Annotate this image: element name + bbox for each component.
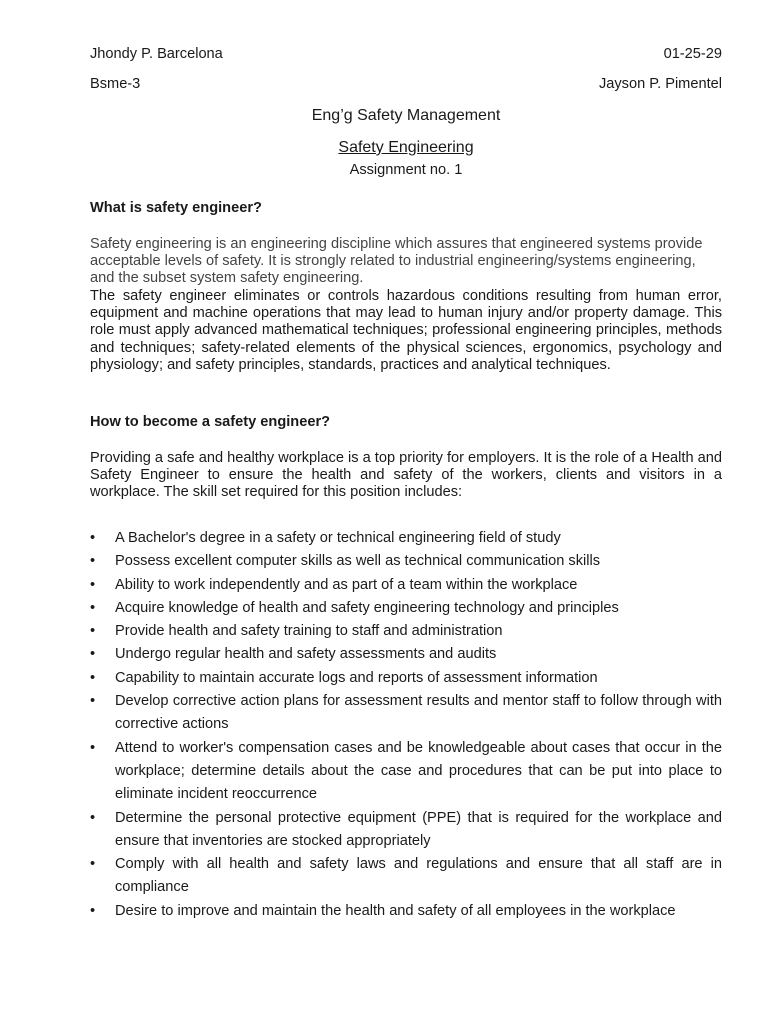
list-item: • Ability to work independently and as part of a team within the workplace: [90, 574, 722, 597]
list-item: • Provide health and safety training to staff and administration: [90, 620, 722, 643]
list-item: • Acquire knowledge of health and safety engineering technology and principles: [90, 597, 722, 620]
topic-title: Safety Engineering: [338, 139, 474, 156]
instructor-name: Jayson P. Pimentel: [598, 76, 722, 92]
list-item: • Develop corrective action plans for assessment results and mentor staff to follow through with corrective actions: [90, 690, 722, 737]
paragraph: Providing a safe and healthy workplace is a top priority for employers. It is the role of a Health and Safety Engineer to ensure the health and safety of the workers, clients and visitors in a workplace. The skill set required for this position includes:: [90, 450, 722, 501]
student-name: Jhondy P. Barcelona: [90, 46, 223, 62]
list-item: • Capability to maintain accurate logs and reports of assessment information: [90, 667, 722, 690]
section-heading: How to become a safety engineer?: [90, 414, 331, 430]
section: Bsme-3: [90, 76, 141, 92]
assignment-label: Assignment no. 1: [349, 162, 463, 178]
paragraph: Safety engineering is an engineering discipline which assures that engineered systems provide acceptable levels of safety. It is strongly related to industrial engineering/systems engineering, and the subset system safety engineering.: [90, 236, 703, 287]
list-item: • Determine the personal protective equipment (PPE) that is required for the workplace and ensure that inventories are stocked appropriately: [90, 807, 722, 854]
list-item: • A Bachelor's degree in a safety or technical engineering field of study: [90, 527, 722, 550]
skills-list: [90, 527, 722, 923]
list-item: • Attend to worker's compensation cases and be knowledgeable about cases that occur in the workplace; determine details about the case and procedures that can be put into place to eliminate incident reoccurrence: [90, 737, 722, 807]
date: 01-25-29: [663, 46, 722, 62]
list-item: • Possess excellent computer skills as well as technical communication skills: [90, 550, 722, 573]
list-item: • Undergo regular health and safety assessments and audits: [90, 643, 722, 666]
list-item: • Comply with all health and safety laws and regulations and ensure that all staff are in compliance: [90, 853, 722, 900]
section-heading: What is safety engineer?: [90, 200, 262, 216]
paragraph: The safety engineer eliminates or controls hazardous conditions resulting from human error, equipment and machine operations that may lead to human injury and/or property damage. This role must apply advanced mathematical techniques; professional engineering principles, methods and techniques; safety-related elements of the physical sciences, ergonomics, psychology and physiology; and safety principles, standards, practices and analytical techniques.: [90, 288, 722, 373]
list-item: • Desire to improve and maintain the health and safety of all employees in the workplace: [90, 900, 722, 923]
course-title: Eng’g Safety Management: [311, 107, 501, 124]
